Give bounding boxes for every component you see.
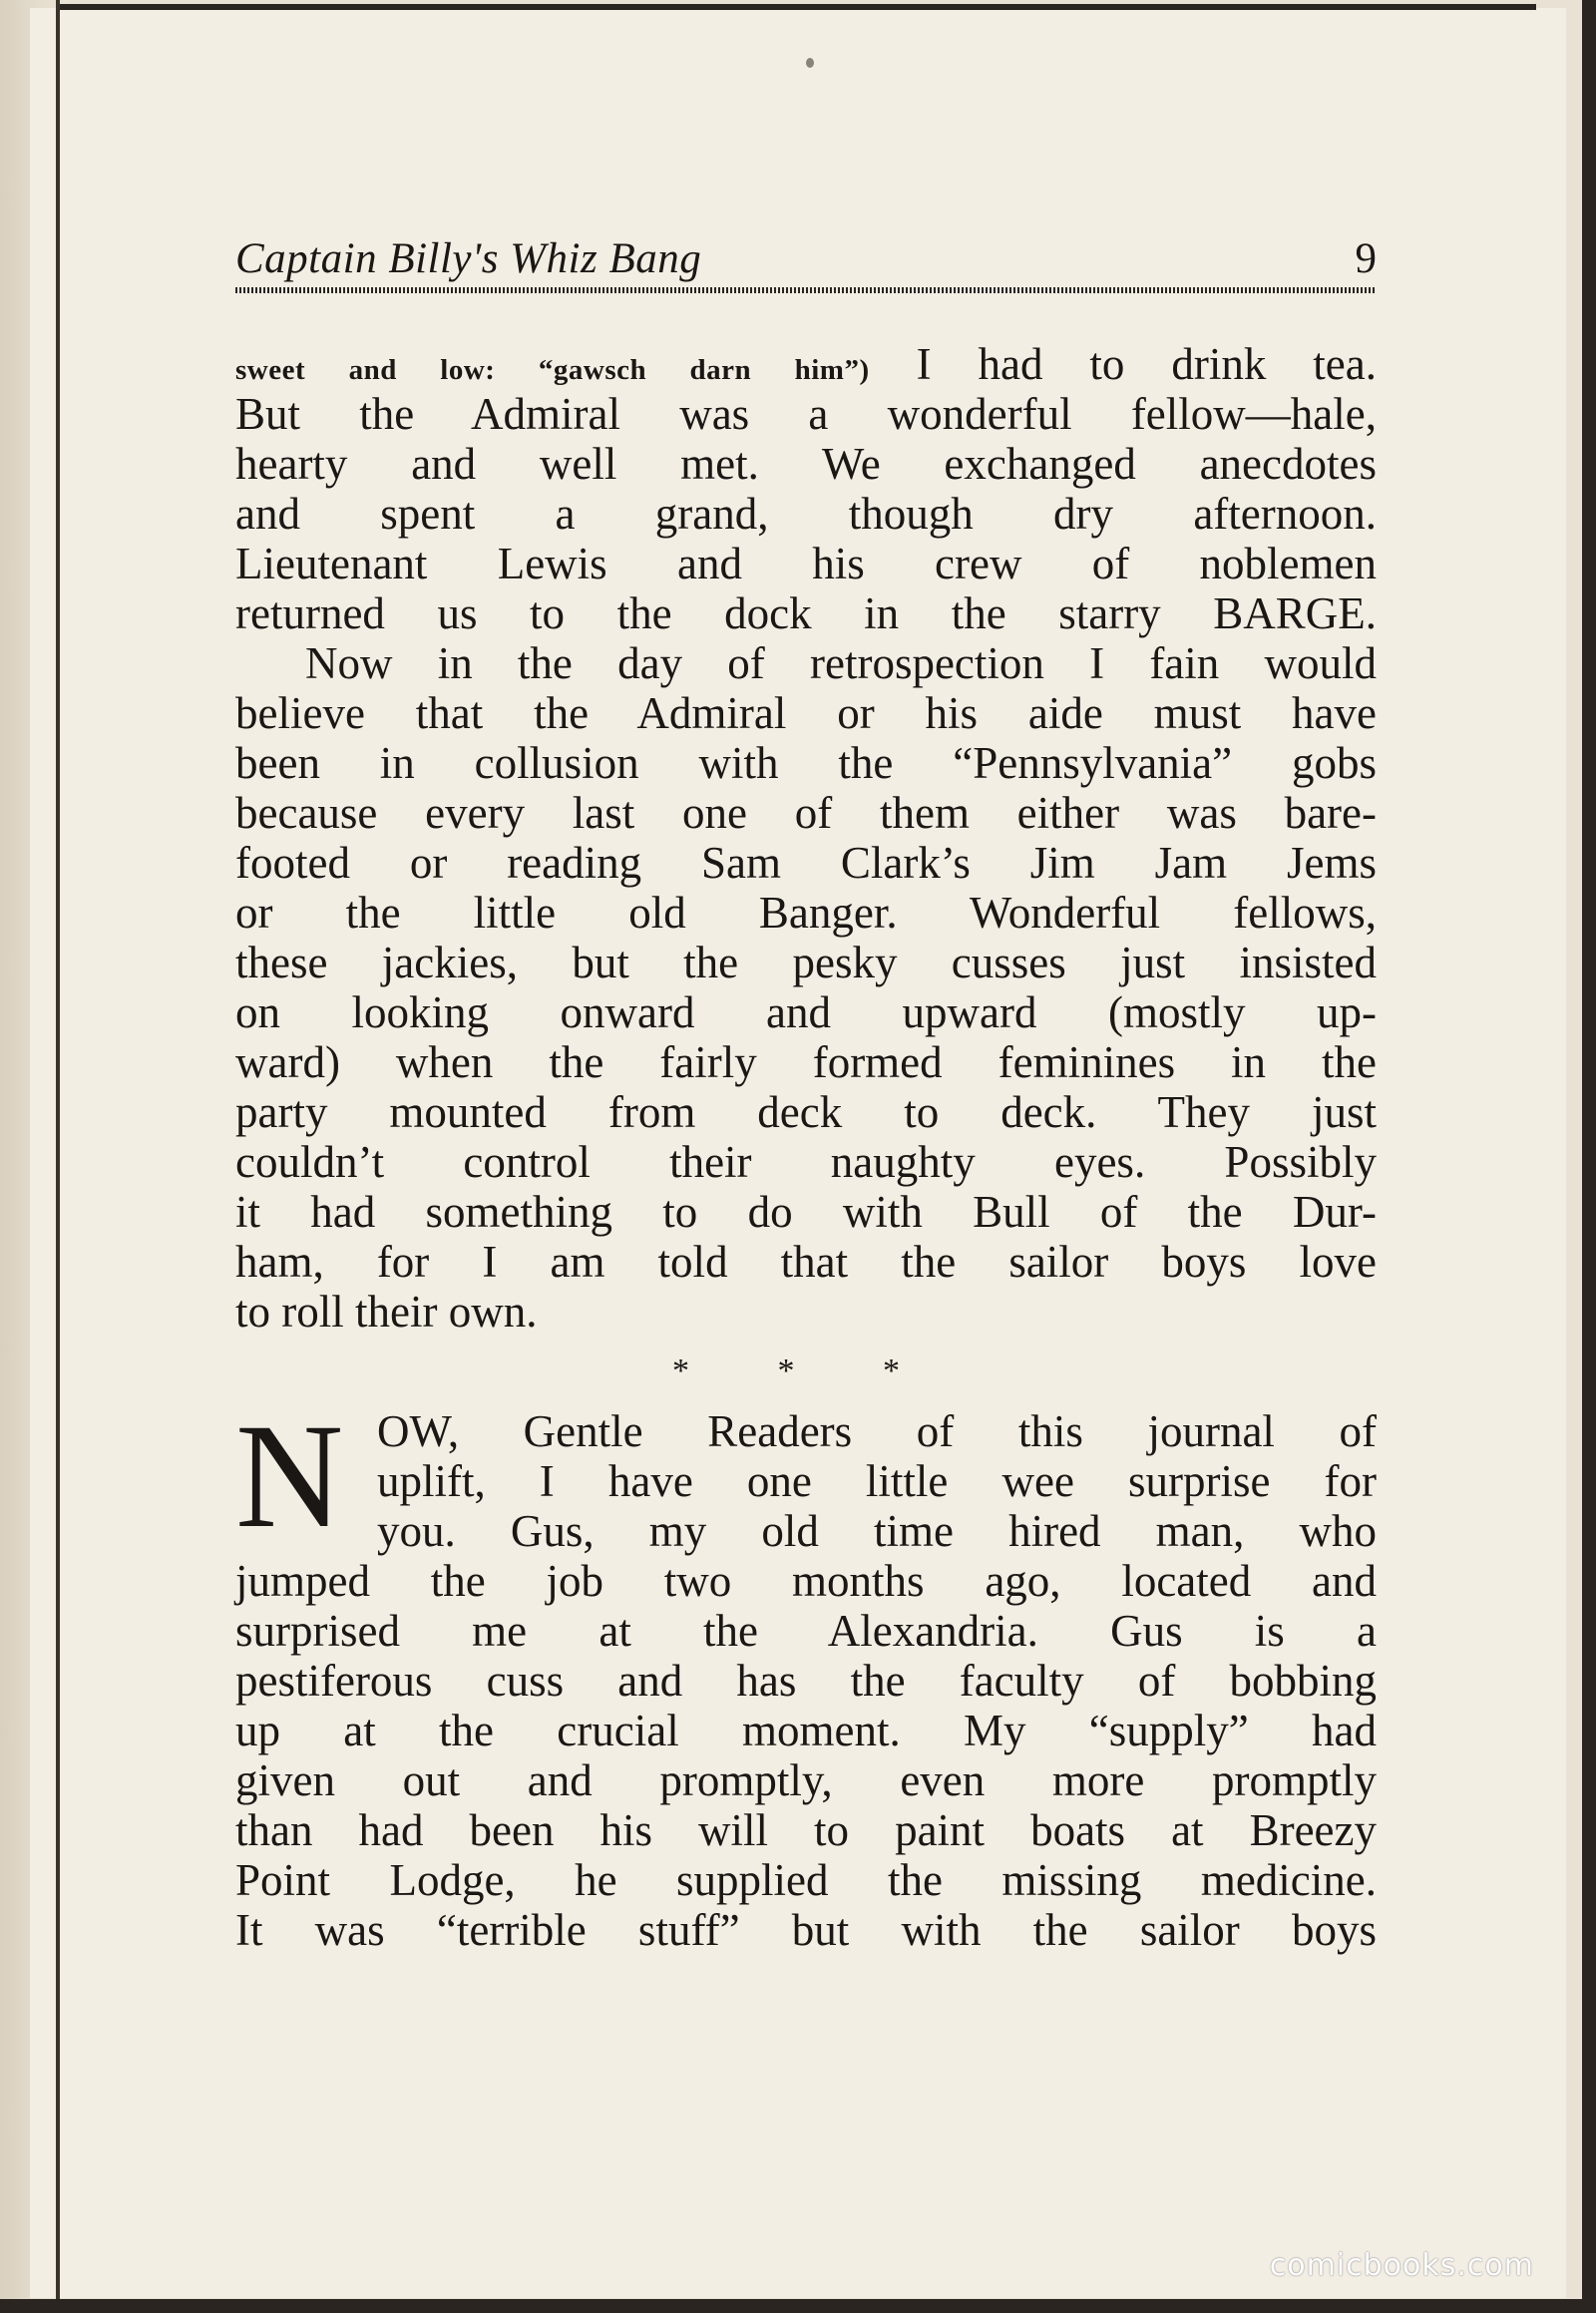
text-line: It was “terrible stuff” but with the sailor boys [235,1905,1377,1955]
text-line: because every last one of them either was bare- [235,788,1377,838]
text-line: been in collusion with the “Pennsylvania” gobs [235,738,1377,788]
text-line: uplift, I have one little wee surprise for [377,1456,1377,1506]
paper-speck [806,58,814,68]
text-line: up at the crucial moment. My “supply” had [235,1706,1377,1755]
text-line: ham, for I am told that the sailor boys love [235,1237,1377,1287]
lead-continuation: I had to drink tea. [916,339,1378,389]
section-separator: * * * [672,1352,940,1389]
text-line: on looking onward and upward (mostly up- [235,987,1377,1037]
site-watermark: comicbooks.com [1269,2248,1534,2283]
text-line: and spent a grand, though dry afternoon. [235,489,1377,539]
text-line: But the Admiral was a wonderful fellow—hale, [235,389,1377,439]
text-line: these jackies, but the pesky cusses just insisted [235,938,1377,987]
top-edge [60,4,1536,10]
header-rule [235,287,1377,293]
text-line: couldn’t control their naughty eyes. Possibly [235,1137,1377,1187]
text-line: party mounted from deck to deck. They just [235,1087,1377,1137]
text-line: pestiferous cuss and has the faculty of bobbing [235,1656,1377,1706]
text-line: OW, Gentle Readers of this journal of [377,1406,1377,1456]
text-line: believe that the Admiral or his aide must have [235,688,1377,738]
text-line: or the little old Banger. Wonderful fellows, [235,888,1377,938]
text-line: returned us to the dock in the starry BARGE. [235,588,1377,638]
text-line: Point Lodge, he supplied the missing medicine. [235,1855,1377,1905]
text-line [235,339,1377,389]
drop-cap-paragraph [235,1393,1377,1559]
text-line: given out and promptly, even more promptly [235,1755,1377,1805]
text-line: Lieutenant Lewis and his crew of noblemen [235,539,1377,588]
bottom-edge [0,2299,1596,2313]
paragraph-opening: Now in the day of retrospection I fain would [305,638,1377,688]
running-title: Captain Billy's Whiz Bang [235,235,702,282]
drop-cap: N [235,1393,344,1559]
spine-edge [56,0,60,2313]
running-header [235,231,1377,293]
text-line-last: to roll their own. [235,1287,538,1337]
page-number: 9 [1355,235,1377,282]
text-line: you. Gus, my old time hired man, who [377,1506,1377,1556]
text-line: footed or reading Sam Clark’s Jim Jam Jems [235,838,1377,888]
text-line [235,638,1377,688]
right-edge [1582,0,1596,2313]
text-line: it had something to do with Bull of the Dur- [235,1187,1377,1237]
article-body [235,339,1377,1955]
text-line: surprised me at the Alexandria. Gus is a [235,1606,1377,1656]
text-line: ward) when the fairly formed feminines in the [235,1037,1377,1087]
small-type-lead: sweet and low: “gawsch darn him”) [235,354,870,386]
text-line: jumped the job two months ago, located and [235,1556,1377,1606]
text-line: than had been his will to paint boats at Breezy [235,1805,1377,1855]
text-line: hearty and well met. We exchanged anecdotes [235,439,1377,489]
